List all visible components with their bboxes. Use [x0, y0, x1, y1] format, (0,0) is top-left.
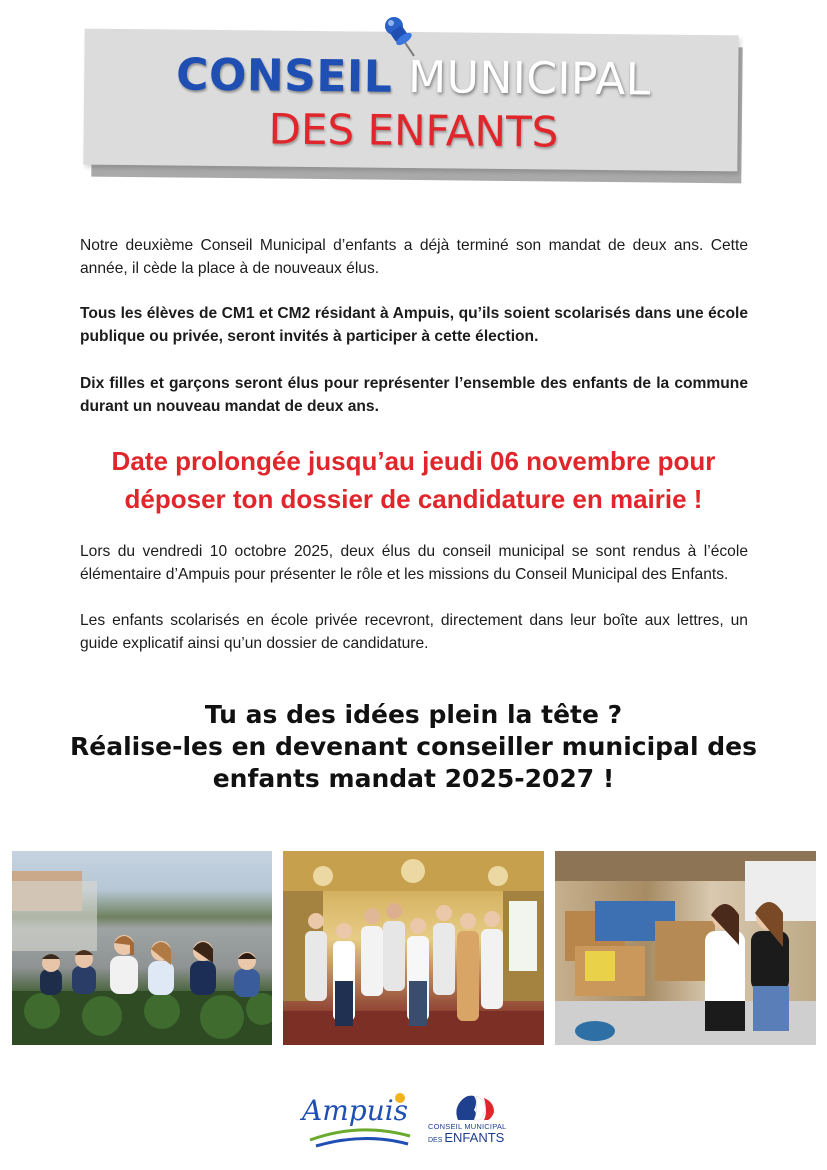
page-title-line2: DES ENFANTS: [268, 104, 559, 157]
cme-logo: [428, 1092, 518, 1150]
slogan-line1: Tu as des idées plein la tête ?: [204, 700, 623, 729]
private-school-paragraph: Les enfants scolarisés en école privée recevront, directement dans leur boîte aux lettres, un guide explicatif ainsi qu’un dossier de candidature.: [80, 612, 748, 652]
deadline-notice: [60, 442, 767, 518]
photo-city-hall-visit: [283, 851, 544, 1045]
elected-paragraph: Dix filles et garçons seront élus pour représenter l’ensemble des enfants de la commune durant un nouveau mandat de deux ans.: [80, 375, 748, 415]
photo-school-garden: [12, 851, 272, 1045]
deadline-line2: déposer ton dossier de candidature en mairie !: [124, 484, 703, 514]
deadline-line1: Date prolongée jusqu’au jeudi 06 novembre pour: [111, 446, 716, 476]
page-title-line1: [0, 48, 827, 108]
photo-toy-collection: [555, 851, 816, 1045]
visit-paragraph: Lors du vendredi 10 octobre 2025, deux élus du conseil municipal se sont rendus à l’école élémentaire d’Ampuis pour présenter le rôle et les missions du Conseil Municipal des Enfants.: [80, 543, 748, 583]
slogan-line3: enfants mandat 2025-2027 !: [212, 764, 615, 793]
ampuis-logo-text: Ampuis: [302, 1094, 409, 1127]
eligibility-paragraph: Tous les élèves de CM1 et CM2 résidant à Ampuis, qu’ils soient scolarisés dans une école publique ou privée, seront invités à participer à cette élection.: [80, 305, 748, 345]
intro-paragraph: Notre deuxième Conseil Municipal d’enfants a déjà terminé son mandat de deux ans. Cette année, il cède la place à de nouveaux élus.: [80, 237, 748, 277]
ampuis-logo: [302, 1090, 412, 1150]
cme-logo-enfants: ENFANTS: [444, 1130, 505, 1145]
slogan: [60, 699, 767, 795]
title-municipal: MUNICIPAL: [407, 51, 652, 106]
cme-logo-des: DES: [428, 1137, 443, 1144]
cme-logo-line2: [428, 1130, 518, 1145]
title-conseil: CONSEIL: [175, 49, 393, 103]
slogan-line2: Réalise-les en devenant conseiller municipal des: [70, 732, 757, 761]
cme-logo-line1: CONSEIL MUNICIPAL: [428, 1122, 507, 1131]
